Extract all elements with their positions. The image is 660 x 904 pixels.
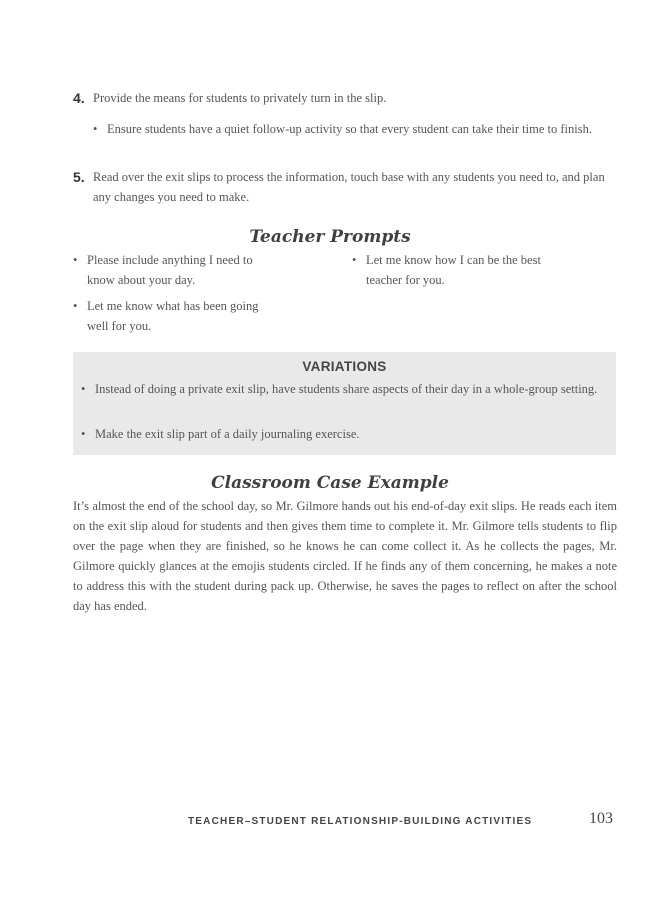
variations-title: VARIATIONS — [302, 359, 387, 374]
variation-item: • Instead of doing a private exit slip, have students share aspects of their day in a whole-group setting. — [81, 379, 601, 399]
teacher-prompts-heading: Teacher Prompts — [249, 227, 411, 247]
step-text: Read over the exit slips to process the information, touch base with any students you need to, and plan any changes you need to make. — [93, 170, 605, 204]
prompt-item: • Let me know how I can be the best teacher for you. — [352, 250, 552, 290]
step-5 — [73, 167, 618, 207]
variation-item: • Make the exit slip part of a daily journaling exercise. — [81, 424, 601, 444]
bullet-icon: • — [73, 253, 78, 267]
step-number: 4. — [73, 90, 85, 106]
running-footer: TEACHER–STUDENT RELATIONSHIP-BUILDING ACTIVITIES — [188, 816, 533, 827]
bullet-icon: • — [81, 382, 86, 396]
bullet-icon: • — [93, 122, 98, 136]
step-4 — [73, 88, 618, 108]
bullet-icon: • — [73, 299, 78, 313]
page-number: 103 — [589, 810, 613, 827]
case-example-body: It’s almost the end of the school day, so Mr. Gilmore hands out his end-of-day exit slips. He reads each item on the exit slip aloud for students and then gives them time to complete it. Mr. Gilmore tells students to flip over the page when they are finished, so he knows he can come collect it. As he collects the pages, Mr. Gilmore quickly glances at the emojis students circled. If he finds any of them concerning, he makes a note to address this with the student during pack up. Otherwise, he saves the pages to reflect on after the school day has ended. — [73, 499, 617, 613]
step-number: 5. — [73, 169, 85, 185]
prompt-item: • Let me know what has been going well for you. — [73, 296, 278, 336]
variations-box — [73, 352, 616, 455]
step-4-bullet — [93, 119, 618, 139]
case-example-heading: Classroom Case Example — [211, 473, 449, 493]
step-text: Provide the means for students to privately turn in the slip. — [93, 91, 387, 105]
bullet-icon: • — [352, 253, 357, 267]
bullet-icon: • — [81, 427, 86, 441]
bullet-text: Ensure students have a quiet follow-up activity so that every student can take their time to finish. — [107, 122, 592, 136]
prompt-item: • Please include anything I need to know about your day. — [73, 250, 278, 290]
